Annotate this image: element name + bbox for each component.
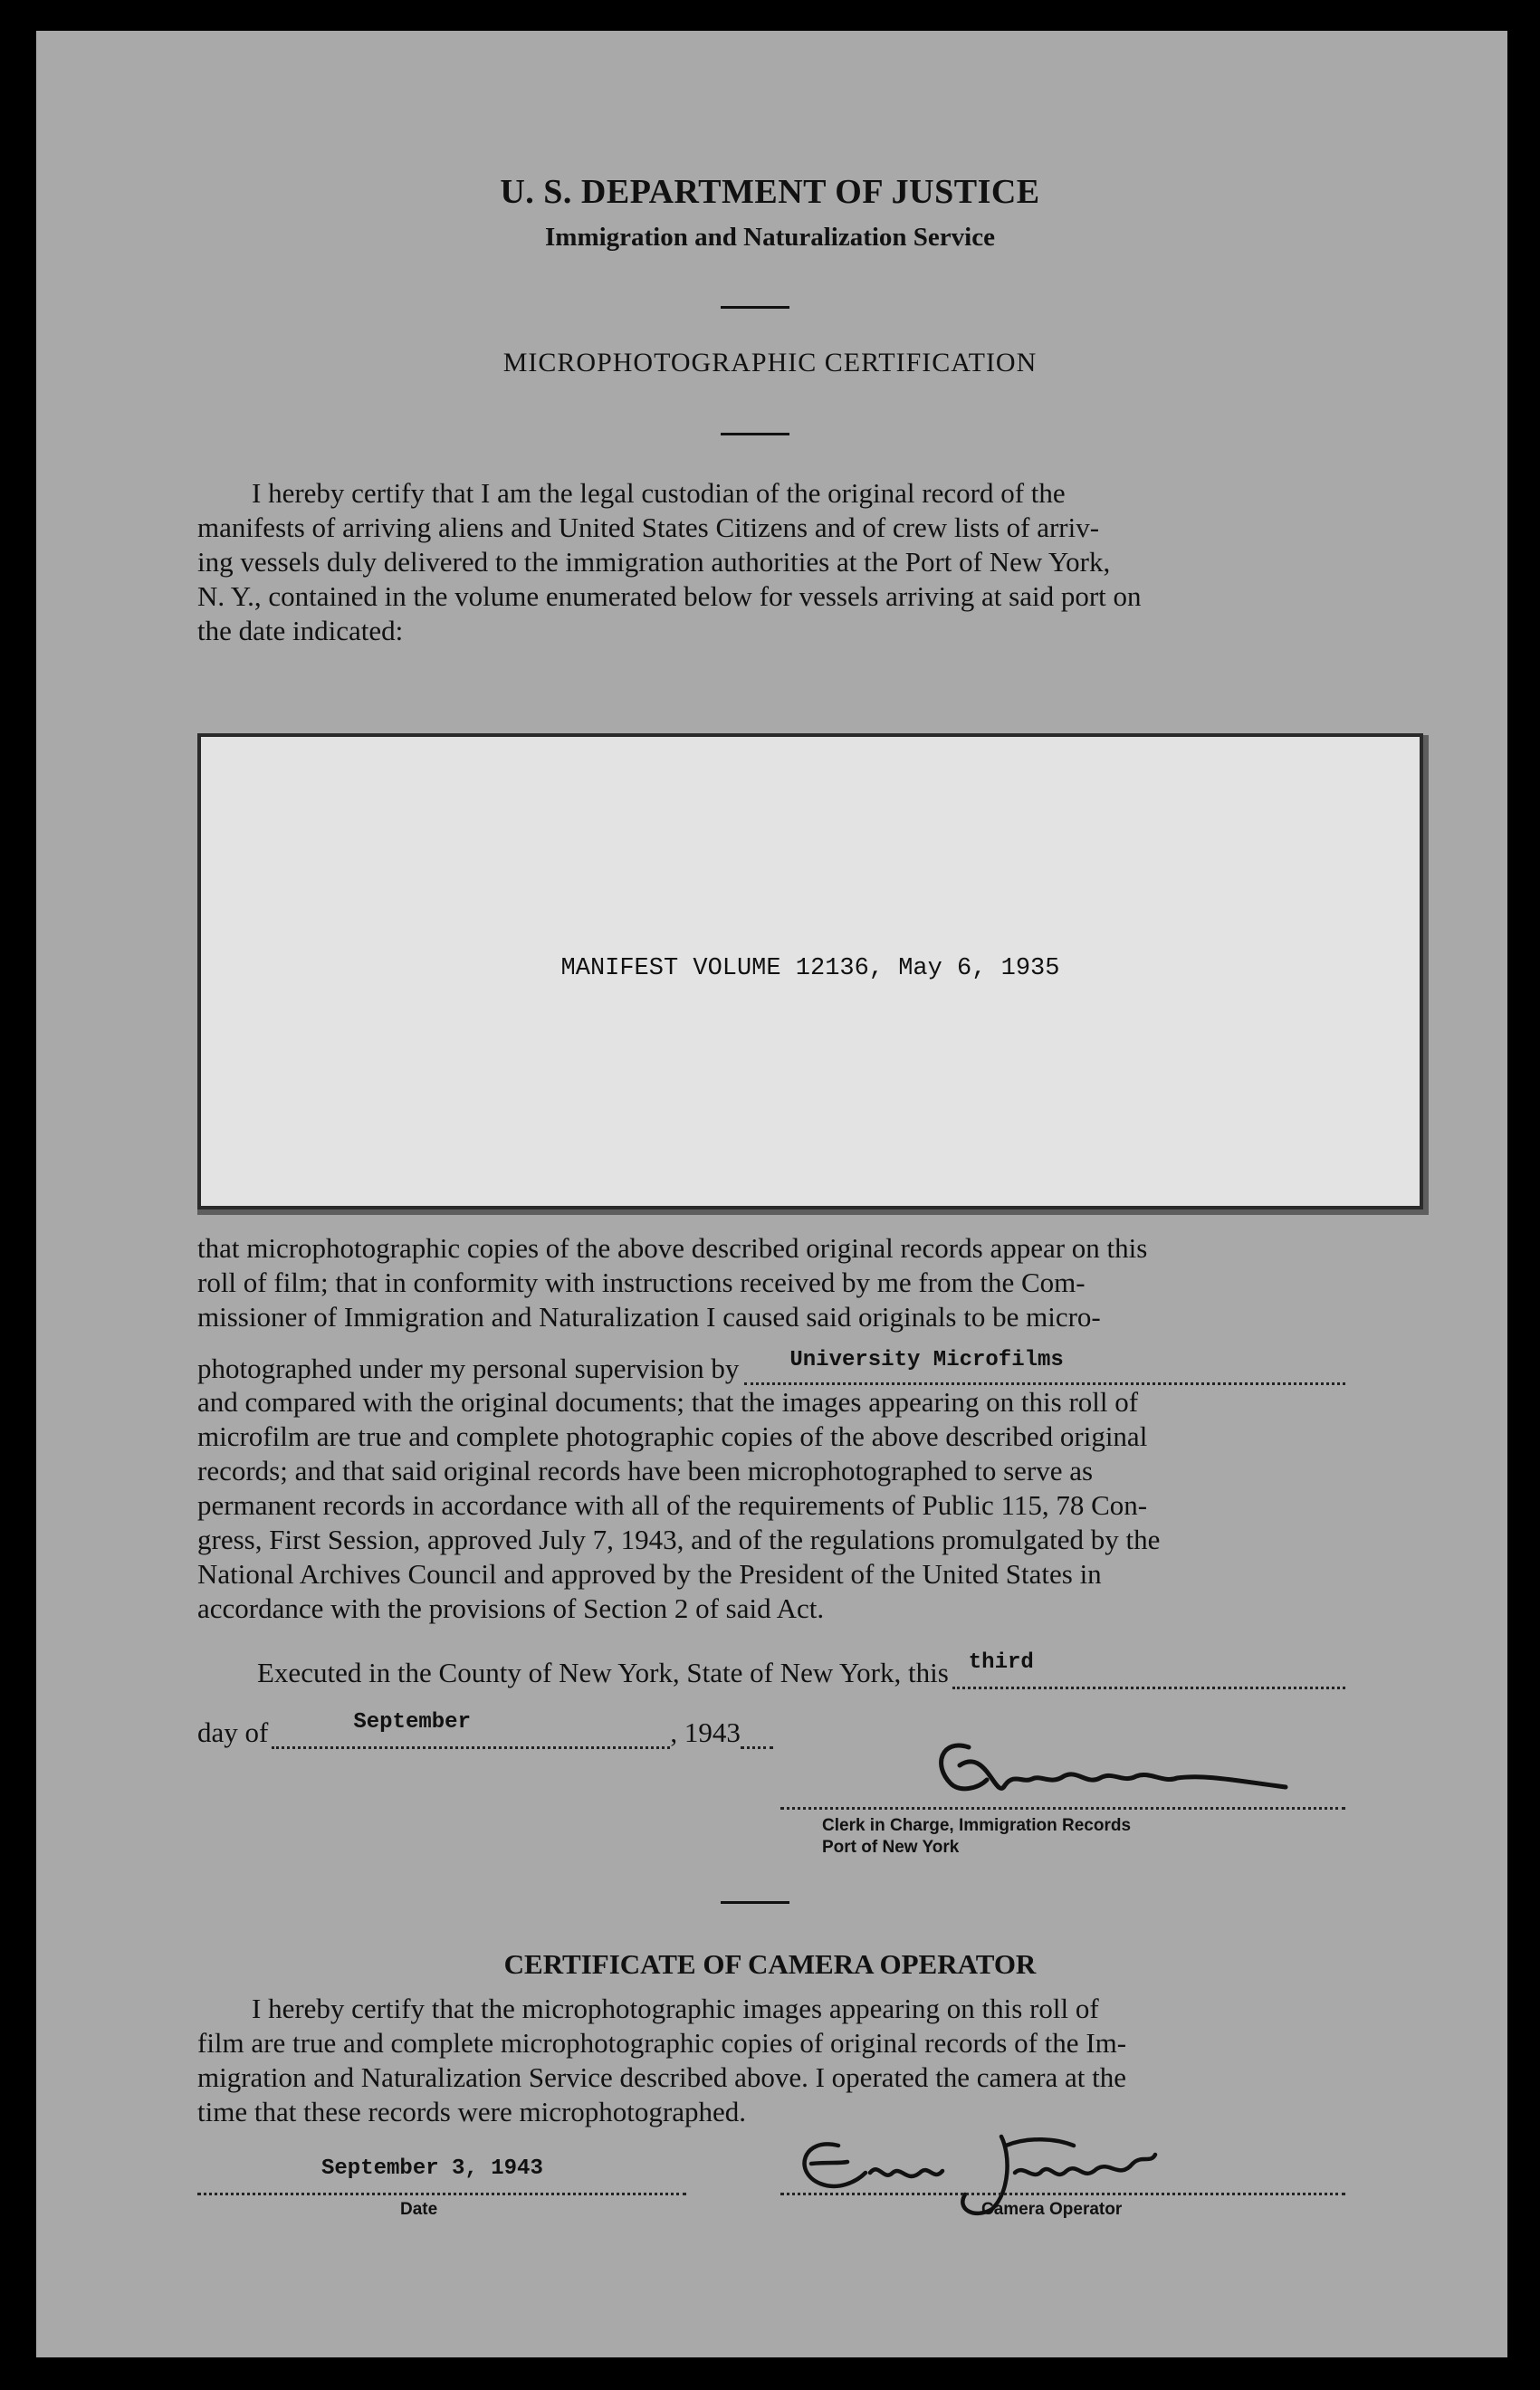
certification-title: MICROPHOTOGRAPHIC CERTIFICATION [502,348,1038,378]
text-line: I hereby certify that I am the legal custodian of the original record of the [252,477,1066,509]
text-line: the date indicated: [197,615,404,646]
executed-day-fill [952,1650,1345,1689]
executed-line [257,1650,1345,1689]
divider [721,1901,789,1904]
supervision-line [197,1348,1345,1385]
executed-day-value: third [968,1650,1034,1675]
text-line: ing vessels duly delivered to the immigration authorities at the Port of New York, [197,546,1111,578]
manifest-label: MANIFEST VOLUME 12136, May 6, 1935 [560,955,1060,982]
camera-operator-label: Camera Operator [981,2200,1123,2219]
text-line: microfilm are true and complete photographic copies of the above described original [197,1420,1148,1452]
text-line: manifests of arriving aliens and United States Citizens and of crew lists of arriv- [197,511,1100,543]
department-heading: U. S. DEPARTMENT OF JUSTICE [500,173,1040,211]
text-line: time that these records were microphotographed. [197,2096,746,2127]
divider [721,433,789,435]
intro-paragraph [197,476,1345,648]
year-fill [741,1721,773,1749]
day-of-fill [272,1710,670,1749]
year-value: , 1943 [670,1716,741,1748]
text-line: accordance with the provisions of Section 2 of said Act. [197,1592,825,1624]
supervision-value: University Microfilms [789,1348,1064,1372]
text-line: film are true and complete microphotographic copies of original records of the Im- [197,2027,1127,2059]
supervision-prefix: photographed under my personal supervision by [197,1353,740,1384]
supervision-fill-line [744,1348,1345,1385]
text-line: and compared with the original documents; that the images appearing on this roll of [197,1386,1139,1418]
text-line: records; and that said original records have been microphotographed to serve as [197,1455,1094,1487]
service-subheading: Immigration and Naturalization Service [545,223,995,252]
camera-date-value: September 3, 1943 [321,2156,543,2181]
text-line: gress, First Session, approved July 7, 1943, and of the regulations promulgated by the [197,1524,1161,1555]
text-line: N. Y., contained in the volume enumerated below for vessels arriving at said port on [197,580,1142,612]
divider [721,306,789,309]
camera-certificate-heading: CERTIFICATE OF CAMERA OPERATOR [503,1948,1037,1980]
date-label: Date [400,2200,438,2219]
text-line: migration and Naturalization Service described above. I operated the camera at the [197,2061,1126,2093]
text-line: that microphotographic copies of the above described original records appear on this [197,1232,1148,1264]
clerk-title: Clerk in Charge, Immigration Records [822,1816,1132,1835]
text-line: I hereby certify that the microphotographic images appearing on this roll of [252,1993,1099,2024]
day-of-line [197,1710,773,1749]
clerk-port: Port of New York [822,1838,960,1857]
executed-prefix: Executed in the County of New York, State of New York, this [257,1657,949,1688]
text-line: permanent records in accordance with all of the requirements of Public 115, 78 Con- [197,1489,1148,1521]
clerk-signature-line [780,1802,1345,1810]
day-of-label: day of [197,1716,269,1748]
date-line [197,2187,686,2195]
text-line: National Archives Council and approved by the President of the United States in [197,1558,1102,1590]
day-of-value: September [353,1710,471,1735]
body-paragraph-b [197,1385,1345,1626]
text-line: roll of film; that in conformity with instructions received by me from the Com- [197,1267,1086,1298]
text-line: missioner of Immigration and Naturalization I caused said originals to be micro- [197,1301,1101,1333]
body-paragraph-a [197,1231,1345,1334]
camera-operator-line [780,2187,1345,2195]
camera-paragraph [197,1992,1345,2129]
